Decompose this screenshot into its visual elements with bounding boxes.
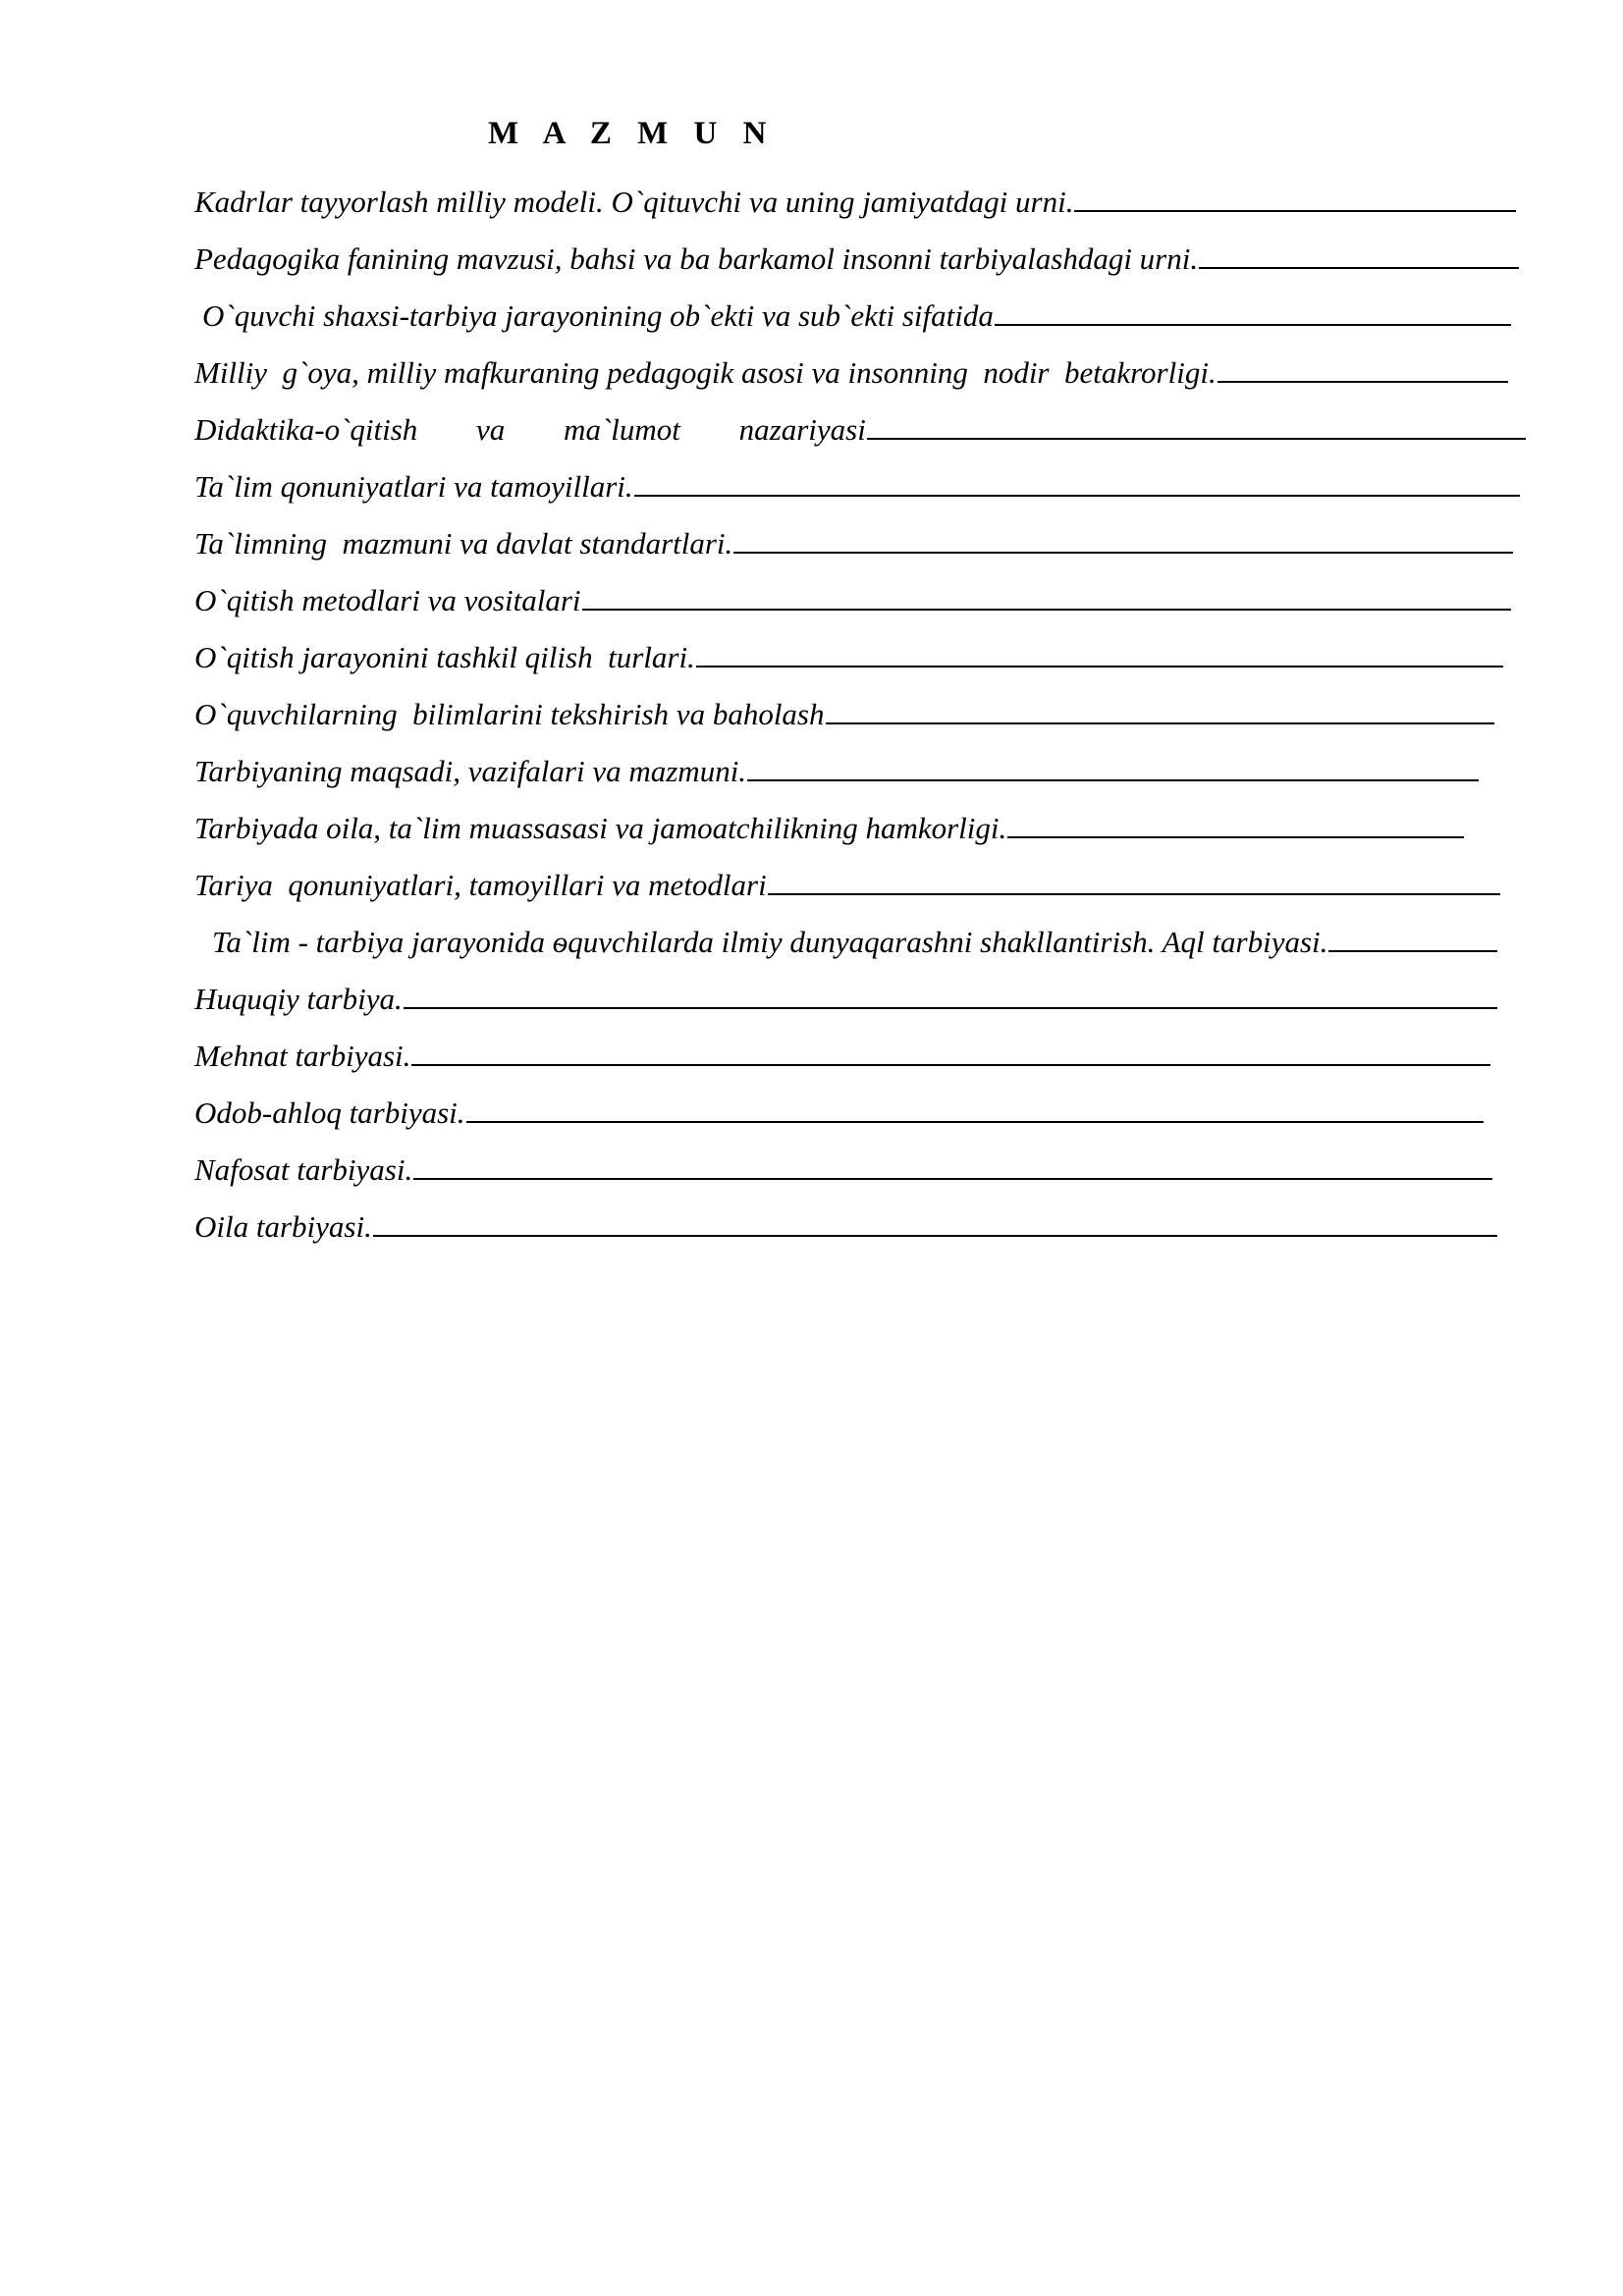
toc-entry-text: Nafosat tarbiyasi. xyxy=(194,1152,413,1187)
toc-entry-text: O`quvchilarning bilimlarini tekshirish va baholash xyxy=(194,697,825,731)
toc-entry-text: Kadrlar tayyorlash milliy modeli. O`qituvchi va uning jamiyatdagi urni. xyxy=(194,185,1074,219)
toc-entry xyxy=(194,583,1530,640)
toc-entry xyxy=(194,1152,1530,1209)
toc-entry xyxy=(194,1039,1530,1095)
toc-entry xyxy=(194,1209,1530,1266)
toc-entry-text: Ta`lim qonuniyatlari va tamoyillari. xyxy=(194,469,633,504)
toc-entry xyxy=(194,1095,1530,1152)
toc-entry-text: O`quvchi shaxsi-tarbiya jarayonining ob`ekti va sub`ekti sifatida xyxy=(202,298,994,333)
toc-leader-line xyxy=(1328,949,1497,952)
toc-entry-text: Tariya qonuniyatlari, tamoyillari va metodlari xyxy=(194,868,767,902)
toc-entry xyxy=(194,811,1530,868)
toc-leader-line xyxy=(826,721,1495,724)
toc-entry-text: Mehnat tarbiyasi. xyxy=(194,1039,411,1073)
toc-leader-line xyxy=(867,437,1526,440)
table-of-contents xyxy=(194,185,1530,1266)
toc-entry-text: O`qitish jarayonini tashkil qilish turlari. xyxy=(194,640,695,674)
toc-entry-text: O`qitish metodlari va vositalari xyxy=(194,583,581,617)
toc-entry-text: Ta`lim - tarbiya jarayonida ѳquvchilarda ilmiy dunyaqarashni shakllantirish. Aql tarbiyasi. xyxy=(212,925,1328,959)
toc-entry-text: Huquqiy tarbiya. xyxy=(194,982,403,1016)
toc-entry xyxy=(194,982,1530,1039)
toc-leader-line xyxy=(413,1177,1492,1180)
toc-leader-line xyxy=(696,665,1503,667)
toc-entry xyxy=(194,185,1530,241)
toc-entry-text: Tarbiyada oila, ta`lim muassasasi va jamoatchilikning hamkorligi. xyxy=(194,811,1007,845)
toc-entry xyxy=(194,469,1530,526)
toc-leader-line xyxy=(1074,209,1516,212)
toc-entry-text: Didaktika-o`qitish va ma`lumot nazariyasi xyxy=(194,412,866,447)
toc-leader-line xyxy=(1199,266,1519,269)
toc-entry xyxy=(194,241,1530,298)
toc-leader-line xyxy=(634,494,1520,497)
toc-entry xyxy=(194,754,1530,811)
toc-leader-line xyxy=(768,892,1500,895)
toc-leader-line xyxy=(404,1006,1497,1009)
toc-leader-line xyxy=(733,551,1513,554)
toc-leader-line xyxy=(582,608,1511,611)
toc-entry xyxy=(194,640,1530,697)
toc-leader-line xyxy=(373,1234,1497,1237)
toc-leader-line xyxy=(466,1120,1484,1123)
toc-entry-text: Pedagogika fanining mavzusi, bahsi va ba barkamol insonni tarbiyalashdagi urni. xyxy=(194,241,1199,276)
toc-entry xyxy=(194,526,1530,583)
toc-entry-text: Odob-ahloq tarbiyasi. xyxy=(194,1095,465,1130)
toc-entry-text: Oila tarbiyasi. xyxy=(194,1209,372,1244)
toc-entry xyxy=(194,355,1530,412)
toc-entry-text: Milliy g`oya, milliy mafkuraning pedagogik asosi va insonning nodir betakrorligi. xyxy=(194,355,1217,390)
toc-entry xyxy=(194,925,1530,982)
page-title: M A Z M U N xyxy=(488,116,776,151)
toc-entry-text: Ta`limning mazmuni va davlat standartlari. xyxy=(194,526,733,561)
toc-leader-line xyxy=(1007,835,1464,838)
toc-leader-line xyxy=(1217,380,1508,383)
toc-entry-text: Tarbiyaning maqsadi, vazifalari va mazmuni. xyxy=(194,754,747,788)
toc-leader-line xyxy=(747,778,1479,781)
toc-entry xyxy=(194,298,1530,355)
toc-entry xyxy=(194,412,1530,469)
toc-leader-line xyxy=(995,323,1511,326)
toc-entry xyxy=(194,868,1530,925)
toc-entry xyxy=(194,697,1530,754)
toc-leader-line xyxy=(411,1063,1490,1066)
